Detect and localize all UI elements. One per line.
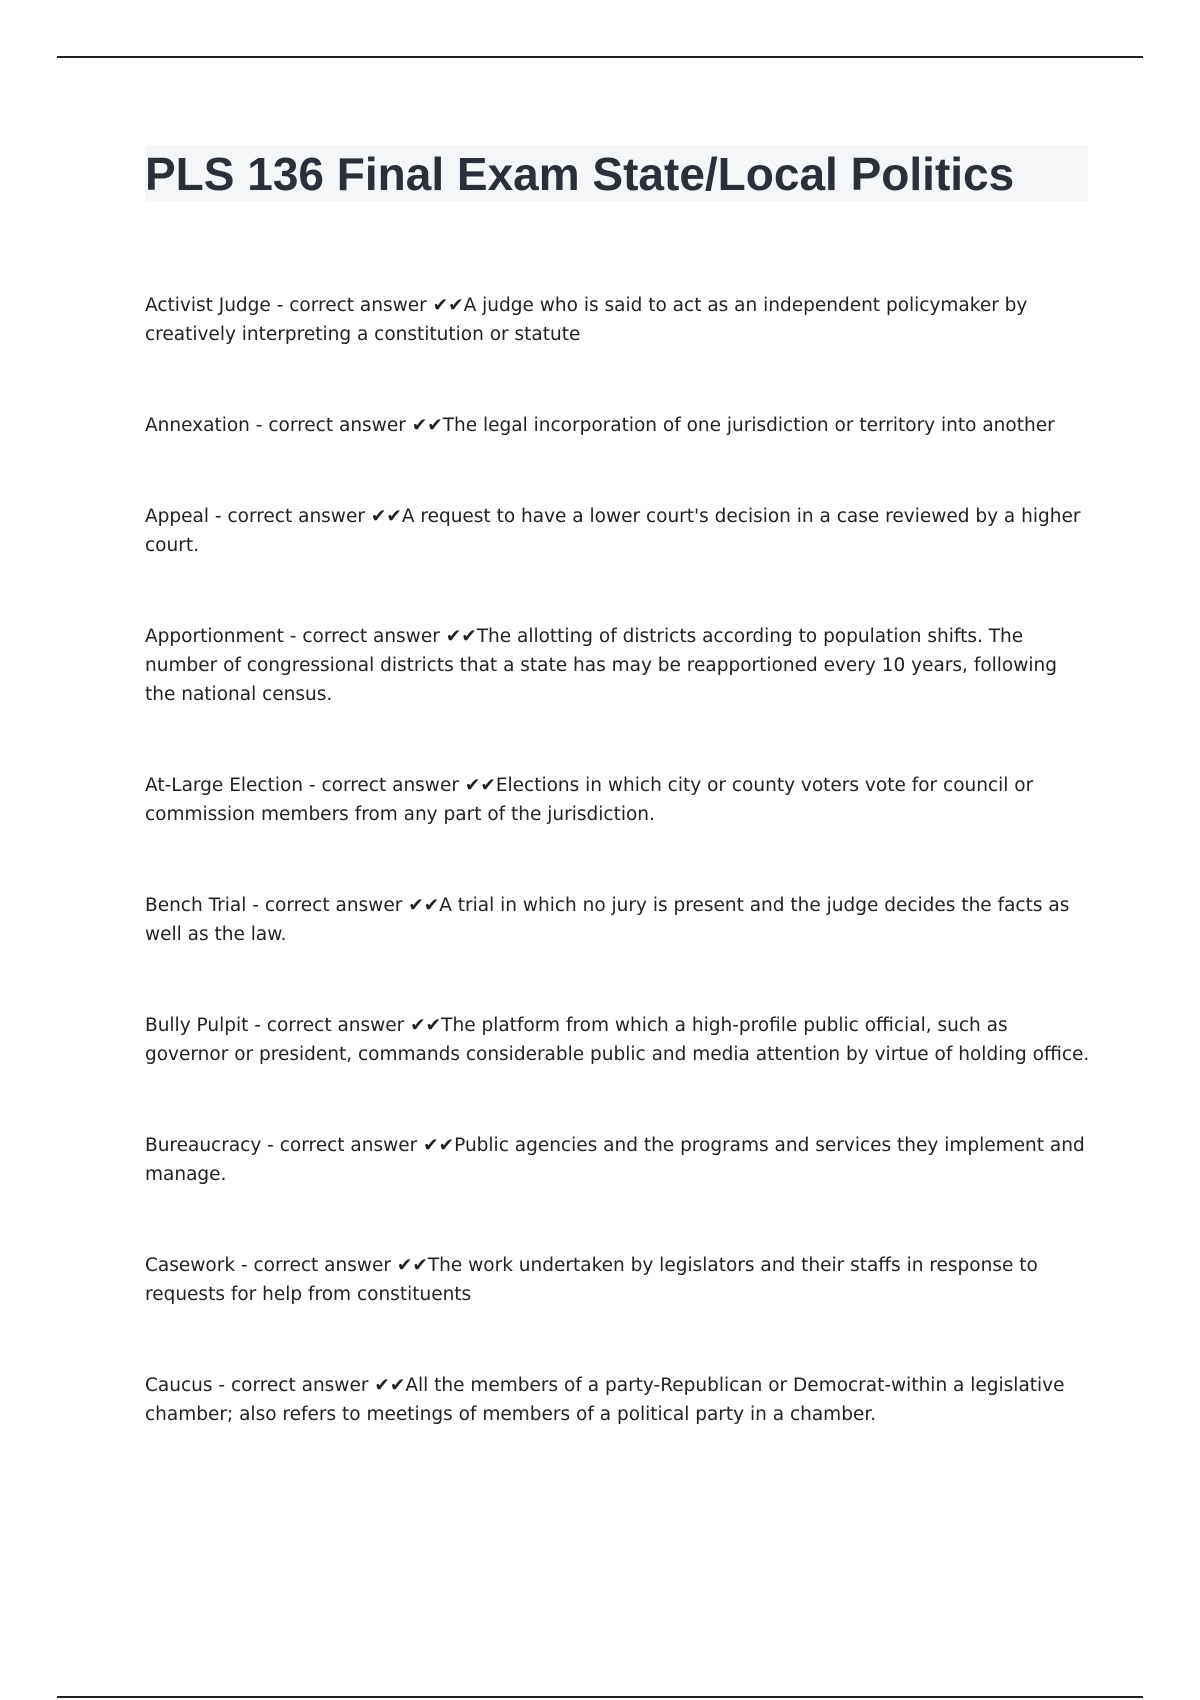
entry-definition: The platform from which a high-profile public official, such as governor or president, commands considerable public and media attention by virtue of holding office. [145,1015,1090,1065]
glossary-entry [145,502,1090,560]
top-rule [57,56,1143,58]
title-block [145,146,1088,202]
entry-definition: Public agencies and the programs and services they implement and manage. [145,1135,1085,1185]
entry-definition: Elections in which city or county voters vote for council or commission members from any part of the jurisdiction. [145,775,1034,825]
entry-separator: - correct answer [246,895,409,916]
glossary-entry [145,1371,1090,1429]
entry-separator: - correct answer [270,295,433,316]
check-mark-icon: ✔✔ [396,1255,428,1276]
glossary-entry [145,411,1090,440]
check-mark-icon: ✔✔ [374,1375,406,1396]
entry-definition: All the members of a party-Republican or Democrat-within a legislative chamber; also refers to meetings of members of a political party in a chamber. [145,1375,1065,1425]
entry-definition: The legal incorporation of one jurisdiction or territory into another [442,415,1055,436]
entry-term: At-Large Election [145,775,304,796]
entry-term: Bully Pulpit [145,1015,249,1036]
entry-separator: - correct answer [212,1375,375,1396]
entry-separator: - correct answer [249,415,412,436]
entry-definition: A request to have a lower court's decision in a case reviewed by a higher court. [145,506,1081,556]
glossary-entry [145,291,1090,349]
entry-definition: The work undertaken by legislators and their staffs in response to requests for help from constituents [145,1255,1038,1305]
glossary-entry [145,1131,1090,1189]
glossary-entry [145,891,1090,949]
entry-definition: The allotting of districts according to population shifts. The number of congressional districts that a state has may be reapportioned every 10 years, following the national census. [145,626,1057,705]
check-mark-icon: ✔✔ [432,295,464,316]
entry-definition: A trial in which no jury is present and the judge decides the facts as well as the law. [145,895,1070,945]
check-mark-icon: ✔✔ [408,895,440,916]
entry-separator: - correct answer [209,506,371,527]
check-mark-icon: ✔✔ [370,506,402,527]
entry-term: Bench Trial [145,895,247,916]
entry-separator: - correct answer [261,1135,424,1156]
bottom-rule [57,1696,1143,1698]
check-mark-icon: ✔✔ [445,626,477,647]
entry-separator: - correct answer [248,1015,411,1036]
check-mark-icon: ✔✔ [464,775,496,796]
entry-term: Apportionment [145,626,284,647]
entry-separator: - correct answer [303,775,465,796]
page-title: PLS 136 Final Exam State/Local Politics [145,148,1015,200]
glossary-entry [145,1011,1090,1069]
entry-term: Appeal [145,506,210,527]
glossary-entry [145,1251,1090,1309]
check-mark-icon: ✔✔ [410,1015,442,1036]
glossary-entry [145,622,1090,709]
entry-separator: - correct answer [235,1255,397,1276]
check-mark-icon: ✔✔ [423,1135,455,1156]
check-mark-icon: ✔✔ [411,415,443,436]
entry-term: Activist Judge [145,295,271,316]
entry-term: Bureaucracy [145,1135,262,1156]
glossary-list [145,291,1090,1429]
entry-separator: - correct answer [283,626,446,647]
entry-definition: A judge who is said to act as an independent policymaker by creatively interpreting a constitution or statute [145,295,1028,345]
entry-term: Annexation [145,415,250,436]
entry-term: Casework [145,1255,236,1276]
glossary-entry [145,771,1090,829]
entry-term: Caucus [145,1375,213,1396]
